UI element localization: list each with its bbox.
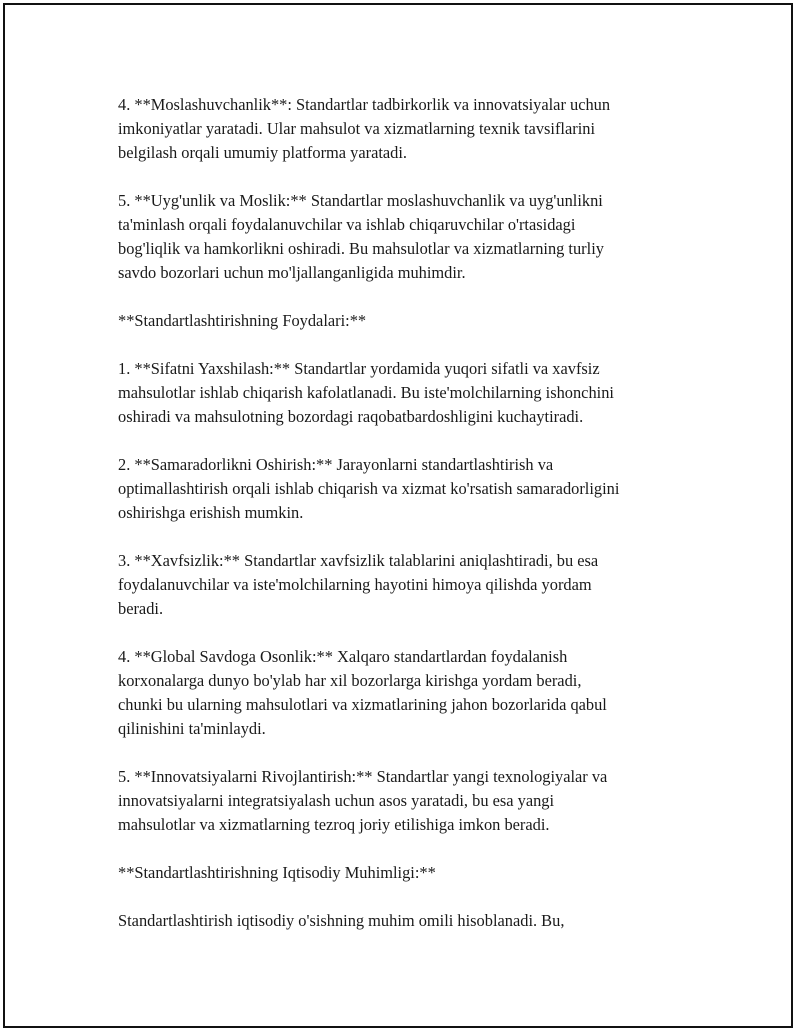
- paragraph-harmony-compatibility: [118, 189, 678, 285]
- text-line: chunki bu ularning mahsulotlari va xizmatlarining jahon bozorlarida qabul: [118, 695, 607, 714]
- text-line: oshirishga erishish mumkin.: [118, 503, 304, 522]
- document-body: [118, 93, 678, 957]
- paragraph-safety: [118, 549, 678, 621]
- text-line: 1. **Sifatni Yaxshilash:** Standartlar yordamida yuqori sifatli va xavfsiz: [118, 359, 600, 378]
- heading-text: **Standartlashtirishning Foydalari:**: [118, 311, 367, 330]
- text-line: mahsulotlar va xizmatlarning tezroq joriy etilishiga imkon beradi.: [118, 815, 550, 834]
- text-line: foydalanuvchilar va iste'molchilarning hayotini himoya qilishda yordam: [118, 575, 592, 594]
- text-line: imkoniyatlar yaratadi. Ular mahsulot va xizmatlarning texnik tavsiflarini: [118, 119, 596, 138]
- text-line: beradi.: [118, 599, 164, 618]
- text-line: 5. **Uyg'unlik va Moslik:** Standartlar moslashuvchanlik va uyg'unlikni: [118, 191, 603, 210]
- text-line: korxonalarga dunyo bo'ylab har xil bozorlarga kirishga yordam beradi,: [118, 671, 582, 690]
- text-line: 4. **Global Savdoga Osonlik:** Xalqaro standartlardan foydalanish: [118, 647, 568, 666]
- text-line: 5. **Innovatsiyalarni Rivojlantirish:** Standartlar yangi texnologiyalar va: [118, 767, 608, 786]
- section-heading-benefits: [118, 309, 678, 333]
- text-line: 3. **Xavfsizlik:** Standartlar xavfsizlik talablarini aniqlashtiradi, bu esa: [118, 551, 599, 570]
- text-line: savdo bozorlari uchun mo'ljallanganligida muhimdir.: [118, 263, 466, 282]
- paragraph-efficiency: [118, 453, 678, 525]
- text-line: innovatsiyalarni integratsiyalash uchun asos yaratadi, bu esa yangi: [118, 791, 555, 810]
- text-line: mahsulotlar ishlab chiqarish kafolatlanadi. Bu iste'molchilarning ishonchini: [118, 383, 614, 402]
- text-line: Standartlashtirish iqtisodiy o'sishning muhim omili hisoblanadi. Bu,: [118, 911, 565, 930]
- text-line: ta'minlash orqali foydalanuvchilar va ishlab chiqaruvchilar o'rtasidagi: [118, 215, 576, 234]
- section-heading-economic-importance: [118, 861, 678, 885]
- paragraph-economic-growth: [118, 909, 678, 933]
- text-line: 4. **Moslashuvchanlik**: Standartlar tadbirkorlik va innovatsiyalar uchun: [118, 95, 611, 114]
- text-line: belgilash orqali umumiy platforma yaratadi.: [118, 143, 408, 162]
- paragraph-flexibility: [118, 93, 678, 165]
- text-line: oshiradi va mahsulotning bozordagi raqobatbardoshligini kuchaytiradi.: [118, 407, 584, 426]
- text-line: qilinishini ta'minlaydi.: [118, 719, 266, 738]
- text-line: bog'liqlik va hamkorlikni oshiradi. Bu mahsulotlar va xizmatlarning turliy: [118, 239, 604, 258]
- text-line: optimallashtirish orqali ishlab chiqarish va xizmat ko'rsatish samaradorligini: [118, 479, 620, 498]
- heading-text: **Standartlashtirishning Iqtisodiy Muhimligi:**: [118, 863, 436, 882]
- paragraph-global-trade: [118, 645, 678, 741]
- paragraph-innovation: [118, 765, 678, 837]
- text-line: 2. **Samaradorlikni Oshirish:** Jarayonlarni standartlashtirish va: [118, 455, 554, 474]
- paragraph-quality: [118, 357, 678, 429]
